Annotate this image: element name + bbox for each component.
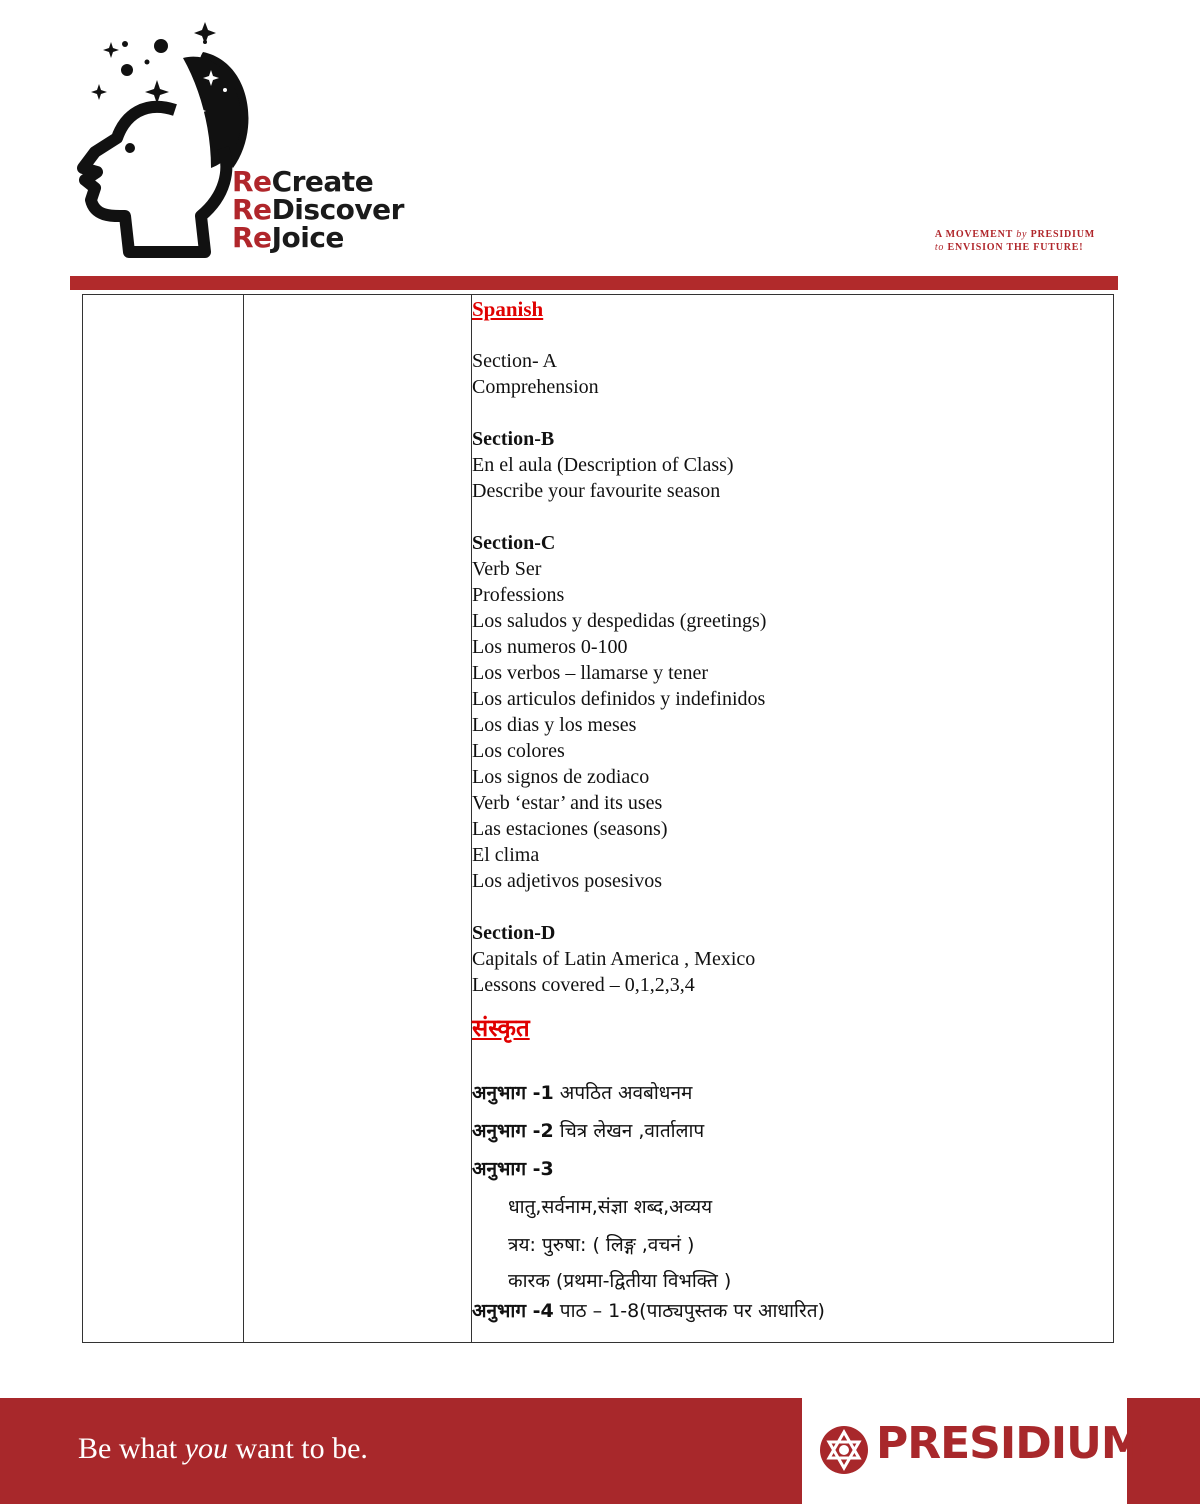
list-item: El clima	[472, 844, 540, 866]
section-d-title: Section-D	[472, 922, 556, 944]
header-tagline: A MOVEMENT by PRESIDIUM to ENVISION THE FUTURE!	[934, 229, 1095, 253]
presidium-star-icon	[818, 1424, 870, 1476]
sanskrit-part-1: अनुभाग -1 अपठित अवबोधनम	[472, 1082, 693, 1104]
list-item: Las estaciones (seasons)	[472, 818, 668, 840]
spanish-heading: Spanish	[472, 297, 544, 321]
list-item: Professions	[472, 584, 565, 606]
column-divider	[243, 295, 244, 1342]
sanskrit-heading: संस्कृत	[472, 1016, 530, 1042]
logo-wordmark	[232, 165, 404, 254]
presidium-brand: PRESIDIUM	[876, 1418, 1144, 1469]
recreate-head-logo	[55, 20, 255, 260]
list-item: Los colores	[472, 740, 565, 762]
list-item: Los adjetivos posesivos	[472, 870, 662, 892]
list-item: धातु,सर्वनाम,संज्ञा शब्द,अव्यय	[508, 1196, 713, 1218]
sanskrit-part-4: अनुभाग -4 पाठ – 1-8(पाठ्यपुस्तक पर आधारित)	[472, 1300, 825, 1322]
list-item: Capitals of Latin America , Mexico	[472, 948, 756, 970]
footer-slogan: Be what you want to be.	[78, 1432, 368, 1465]
list-item: Los numeros 0-100	[472, 636, 628, 658]
list-item: Verb ‘estar’ and its uses	[472, 792, 663, 814]
sanskrit-part-2: अनुभाग -2 चित्र लेखन ,वार्तालाप	[472, 1120, 705, 1142]
logo-line: ReJoice	[232, 221, 344, 254]
logo-line: ReCreate	[232, 165, 374, 198]
list-item: Los saludos y despedidas (greetings)	[472, 610, 767, 632]
list-item: Lessons covered – 0,1,2,3,4	[472, 974, 695, 996]
section-c-title: Section-C	[472, 532, 556, 554]
list-item: Comprehension	[472, 376, 599, 398]
list-item: Los signos de zodiaco	[472, 766, 650, 788]
logo-line: ReDiscover	[232, 193, 404, 226]
list-item: Describe your favourite season	[472, 480, 721, 502]
sanskrit-part-3: अनुभाग -3	[472, 1158, 554, 1180]
list-item: Verb Ser	[472, 558, 542, 580]
list-item: En el aula (Description of Class)	[472, 454, 734, 476]
list-item: कारक (प्रथमा-द्वितीया विभक्ति )	[508, 1270, 732, 1292]
list-item: Los articulos definidos y indefinidos	[472, 688, 766, 710]
section-a-title: Section- A	[472, 350, 557, 372]
list-item: Los verbos – llamarse y tener	[472, 662, 709, 684]
list-item: त्रय: पुरुषा: ( लिङ्ग ,वचनं )	[508, 1234, 695, 1256]
section-b-title: Section-B	[472, 428, 555, 450]
header-rule	[70, 276, 1118, 290]
list-item: Los dias y los meses	[472, 714, 637, 736]
syllabus-cell	[472, 296, 1102, 1324]
